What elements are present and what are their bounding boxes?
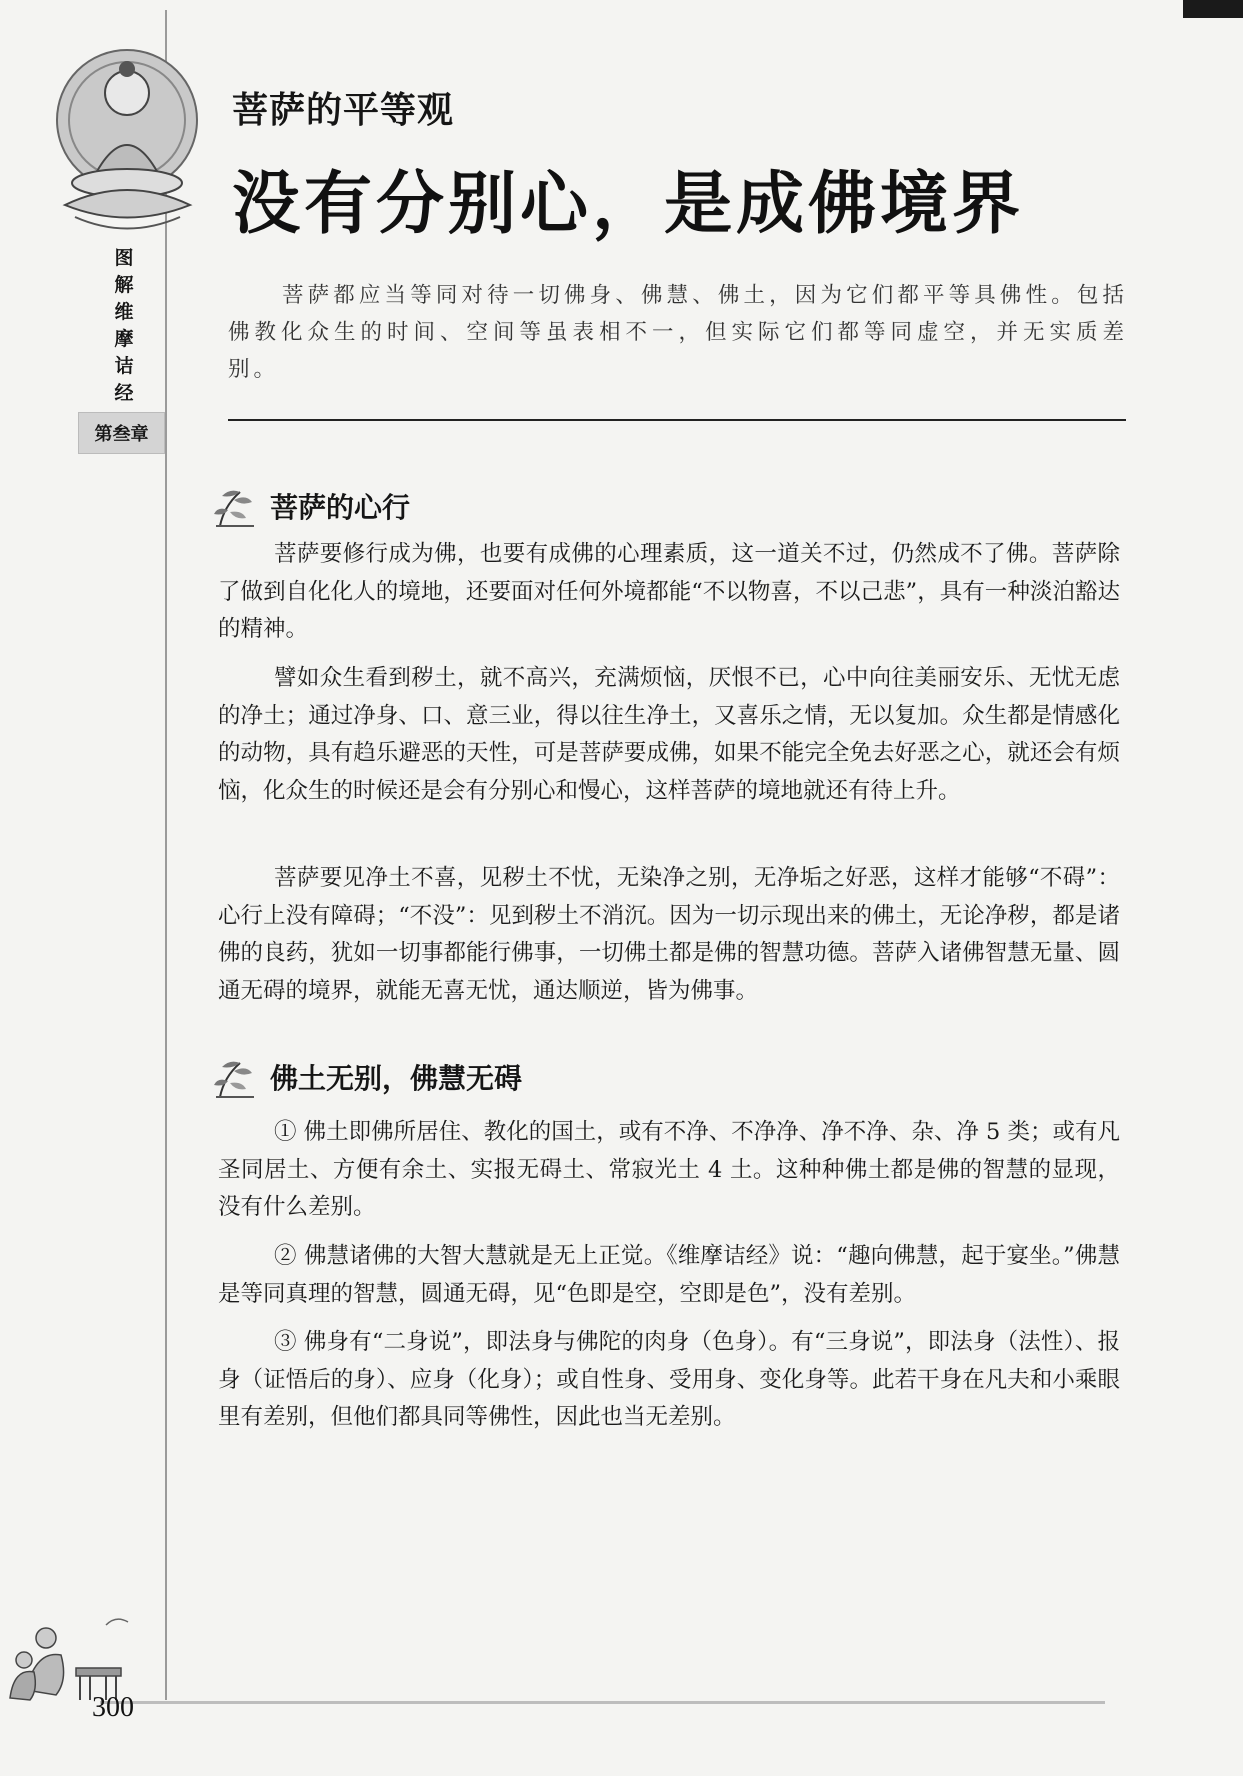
chapter-label: 第叁章 [78, 412, 165, 454]
leaf-icon [210, 482, 260, 530]
intro-paragraph: 菩萨都应当等同对待一切佛身、佛慧、佛土，因为它们都平等具佛性。包括佛教化众生的时间、空间等虽表相不一，但实际它们都等同虚空，并无实质差别。 [228, 283, 1128, 382]
body-paragraph: 菩萨要见净土不喜，见秽土不忧，无染净之别，无净垢之好恶，这样才能够“不碍”：心行上没有障碍；“不没”：见到秽土不消沉。因为一切示现出来的佛土，无论净秽，都是诸佛的良药，犹如一切事都能行佛事，一切佛土都是佛的智慧功德。菩萨入诸佛智慧无量、圆通无碍的境界，就能无喜无忧，通达顺逆，皆为佛事。 [218, 865, 1120, 1004]
body-paragraph: ① 佛土即佛所居住、教化的国土，或有不净、不净净、净不净、杂、净 5 类；或有凡圣同居土、方便有余土、实报无碍土、常寂光土 4 土。这种种佛土都是佛的智慧的显现，没有什么差别。 [218, 1119, 1120, 1220]
page-number: 300 [92, 1692, 134, 1723]
monks-illustration [6, 1610, 156, 1705]
book-title-vertical [110, 245, 138, 407]
sidebar-divider [165, 10, 167, 1700]
scan-corner-mark [1183, 0, 1243, 18]
book-title-char: 维 [114, 301, 134, 323]
page-title: 没有分别心，是成佛境界 [232, 164, 1025, 244]
body-paragraph: 譬如众生看到秽土，就不高兴，充满烦恼，厌恨不已，心中向往美丽安乐、无忧无虑的净土；通过净身、口、意三业，得以往生净土，又喜乐之情，无以复加。众生都是情感化的动物，具有趋乐避恶的天性，可是菩萨要成佛，如果不能完全免去好恶之心，就还会有烦恼，化众生的时候还是会有分别心和慢心，这样菩萨的境地就还有待上升。 [218, 665, 1120, 804]
section-heading [210, 1053, 522, 1101]
buddha-illustration [50, 45, 205, 235]
book-title-char: 摩 [114, 328, 134, 350]
section-heading [210, 482, 410, 530]
section-heading-text: 佛土无别，佛慧无碍 [270, 1062, 523, 1095]
book-title-char: 图 [114, 247, 134, 269]
body-paragraph: ② 佛慧诸佛的大智大慧就是无上正觉。《维摩诘经》说：“趣向佛慧，起于宴坐。”佛慧是等同真理的智慧，圆通无碍，见“色即是空，空即是色”，没有差别。 [218, 1243, 1120, 1307]
book-title-char: 经 [114, 382, 134, 404]
book-title-char: 解 [114, 274, 134, 296]
page-subtitle: 菩萨的平等观 [232, 89, 455, 131]
leaf-icon [210, 1053, 260, 1101]
body-paragraph: 菩萨要修行成为佛，也要有成佛的心理素质，这一道关不过，仍然成不了佛。菩萨除了做到自化化人的境地，还要面对任何外境都能“不以物喜，不以己悲”，具有一种淡泊豁达的精神。 [218, 541, 1120, 642]
book-title-char: 诘 [114, 355, 134, 377]
footer-rule [100, 1701, 1105, 1704]
body-paragraph: ③ 佛身有“二身说”，即法身与佛陀的肉身（色身）。有“三身说”，即法身（法性）、报身（证悟后的身）、应身（化身）；或自性身、受用身、变化身等。此若干身在凡夫和小乘眼里有差别，但他们都具同等佛性，因此也当无差别。 [218, 1329, 1120, 1430]
intro-divider [228, 419, 1126, 421]
section-heading-text: 菩萨的心行 [270, 491, 411, 524]
